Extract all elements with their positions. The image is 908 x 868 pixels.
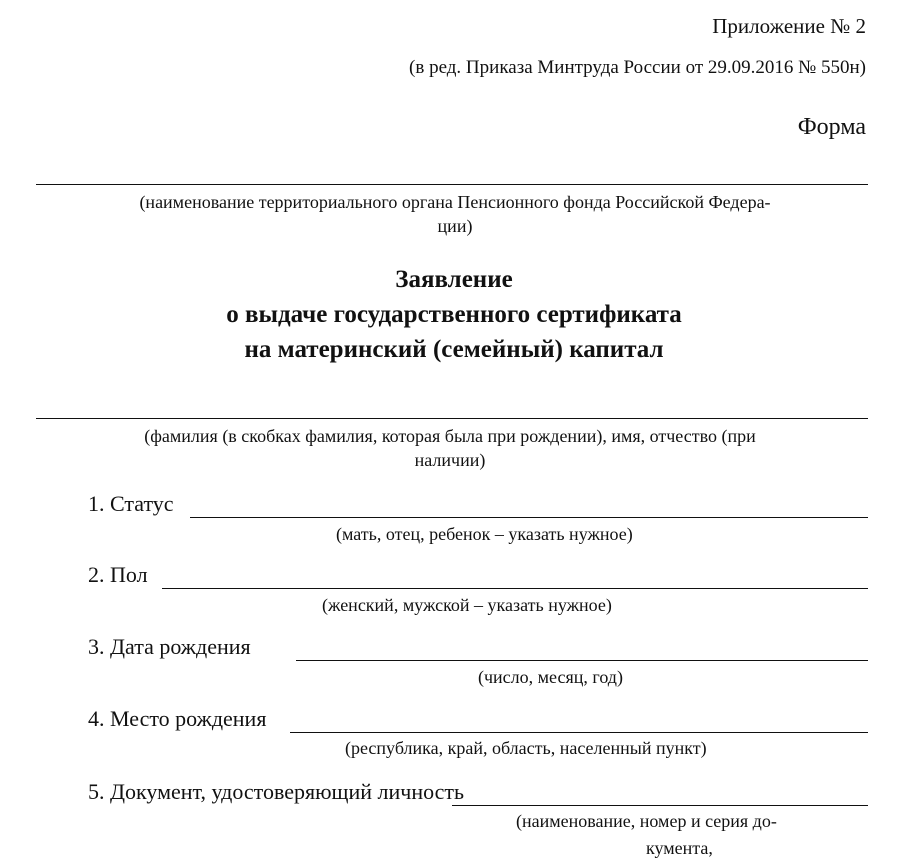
- edition-note: (в ред. Приказа Минтруда России от 29.09.2016 № 550н): [409, 57, 866, 78]
- applicant-name-line[interactable]: [36, 418, 868, 419]
- field-status-line[interactable]: [190, 517, 868, 518]
- document-title: [0, 262, 908, 367]
- field-status-hint: (мать, отец, ребенок – указать нужное): [336, 524, 633, 544]
- field-id-document-hint-line2: кумента,: [646, 838, 713, 858]
- applicant-caption-line2: наличии): [414, 450, 486, 470]
- org-caption-line2: ции): [437, 216, 473, 236]
- title-line1: Заявление: [395, 266, 513, 293]
- field-birth-place-line[interactable]: [290, 732, 868, 733]
- field-id-document-label: 5. Документ, удостоверяющий личность: [88, 779, 465, 804]
- field-birth-date-label: 3. Дата рождения: [88, 634, 251, 659]
- field-birth-place-hint: (республика, край, область, населенный пункт): [345, 738, 707, 758]
- field-status-label: 1. Статус: [88, 491, 174, 516]
- field-sex-hint: (женский, мужской – указать нужное): [322, 595, 612, 615]
- field-sex-label: 2. Пол: [88, 562, 148, 587]
- applicant-name-caption: [30, 424, 870, 472]
- applicant-caption-line1: (фамилия (в скобках фамилия, которая была при рождении), имя, отчество (при: [144, 426, 756, 446]
- title-line3: на материнский (семейный) капитал: [244, 336, 664, 363]
- org-name-caption: [30, 190, 880, 238]
- org-caption-line1: (наименование территориального органа Пенсионного фонда Российской Федера-: [139, 192, 771, 212]
- title-line2: о выдаче государственного сертификата: [226, 301, 682, 328]
- field-id-document-line[interactable]: [452, 805, 868, 806]
- field-birth-place-label: 4. Место рождения: [88, 706, 267, 731]
- field-birth-date-line[interactable]: [296, 660, 868, 661]
- form-label: Форма: [797, 114, 866, 140]
- appendix-number: Приложение № 2: [712, 14, 866, 38]
- org-name-line[interactable]: [36, 184, 868, 185]
- field-birth-date-hint: (число, месяц, год): [478, 667, 623, 687]
- field-id-document-hint-line1: (наименование, номер и серия до-: [516, 811, 777, 831]
- field-sex-line[interactable]: [162, 588, 868, 589]
